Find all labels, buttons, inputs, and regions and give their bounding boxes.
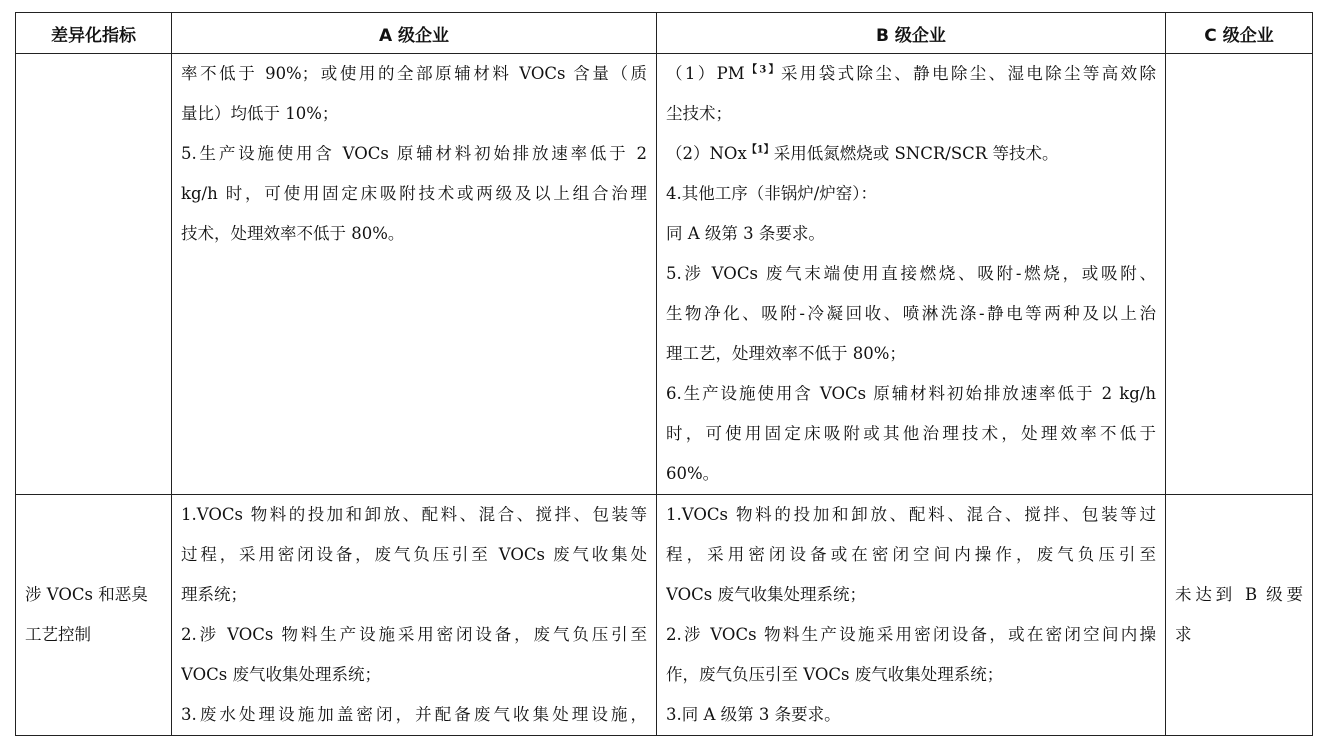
text-line: 3.废水处理设施加盖密闭，并配备废气收集处理设施，: [181, 705, 647, 724]
header-c-level: C 级企业: [1166, 13, 1313, 54]
text-line: 2.涉 VOCs 物料生产设施采用密闭设备，或在密闭空间内操: [666, 625, 1156, 644]
text-line: 理工艺，处理效率不低于 80%；: [666, 344, 906, 363]
text-line: 工艺控制: [25, 625, 91, 644]
text-line: VOCs 废气收集处理系统；: [666, 585, 866, 604]
text-line: 1.VOCs 物料的投加和卸放、配料、混合、搅拌、包装等: [181, 505, 647, 524]
text-line: 5.涉 VOCs 废气末端使用直接燃烧、吸附-燃烧，或吸附、: [666, 264, 1156, 283]
text-line: 过程，采用密闭设备，废气负压引至 VOCs 废气收集处: [181, 545, 647, 564]
header-a-level: A 级企业: [172, 13, 657, 54]
text-line: 生物净化、吸附-冷凝回收、喷淋洗涤-静电等两种及以上治: [666, 304, 1156, 323]
table-row: [16, 495, 1313, 736]
pm-text: 采用袋式除尘、静电除尘、湿电除尘等高效除: [781, 64, 1156, 83]
text-line: 未达到 B 级要: [1175, 585, 1303, 604]
text-line: 技术，处理效率不低于 80%。: [181, 224, 405, 243]
pm-label: （1）PM: [666, 64, 745, 83]
footnote-ref: 【1】: [746, 144, 774, 156]
nox-label: （2）NOx: [666, 144, 747, 163]
text-line: 率不低于 90%；或使用的全部原辅材料 VOCs 含量（质: [181, 64, 647, 83]
text-line: 6.生产设施使用含 VOCs 原辅材料初始排放速率低于 2 kg/h: [666, 384, 1156, 403]
header-row: [16, 13, 1313, 54]
text-line: 求: [1175, 625, 1192, 644]
text-line: [666, 54, 1156, 94]
text-line: 量比）均低于 10%；: [181, 104, 339, 123]
header-index: 差异化指标: [16, 13, 172, 54]
row1-a-cell: [172, 54, 657, 495]
row2-a-cell: [172, 495, 657, 736]
text-line: [666, 134, 1156, 174]
row2-c-cell: [1166, 495, 1313, 736]
text-line: 作，废气负压引至 VOCs 废气收集处理系统；: [666, 665, 1004, 684]
text-line: 3.同 A 级第 3 条要求。: [666, 705, 841, 724]
text-line: 涉 VOCs 和恶臭: [25, 585, 148, 604]
text-line: 60%。: [666, 464, 720, 483]
text-line: 同 A 级第 3 条要求。: [666, 224, 825, 243]
row2-b-cell: [657, 495, 1166, 736]
footnote-ref: 【3】: [744, 64, 782, 76]
text-line: VOCs 废气收集处理系统；: [181, 665, 381, 684]
text-line: 理系统；: [181, 585, 247, 604]
text-line: 2.涉 VOCs 物料生产设施采用密闭设备，废气负压引至: [181, 625, 647, 644]
row1-b-cell: [657, 54, 1166, 495]
row1-index-cell: [16, 54, 172, 495]
text-line: 1.VOCs 物料的投加和卸放、配料、混合、搅拌、包装等过: [666, 505, 1156, 524]
table-row: [16, 54, 1313, 495]
text-line: 时，可使用固定床吸附或其他治理技术，处理效率不低于: [666, 424, 1156, 443]
requirements-table: [15, 12, 1313, 736]
nox-text: 采用低氮燃烧或 SNCR/SCR 等技术。: [773, 144, 1059, 163]
row2-index-cell: [16, 495, 172, 736]
text-line: 4.其他工序（非锅炉/炉窑）：: [666, 184, 878, 203]
text-line: kg/h 时，可使用固定床吸附技术或两级及以上组合治理: [181, 184, 647, 203]
header-b-level: B 级企业: [657, 13, 1166, 54]
text-line: 尘技术；: [666, 104, 732, 123]
text-line: 程，采用密闭设备或在密闭空间内操作，废气负压引至: [666, 545, 1156, 564]
text-line: 5.生产设施使用含 VOCs 原辅材料初始排放速率低于 2: [181, 144, 647, 163]
row1-c-cell: [1166, 54, 1313, 495]
